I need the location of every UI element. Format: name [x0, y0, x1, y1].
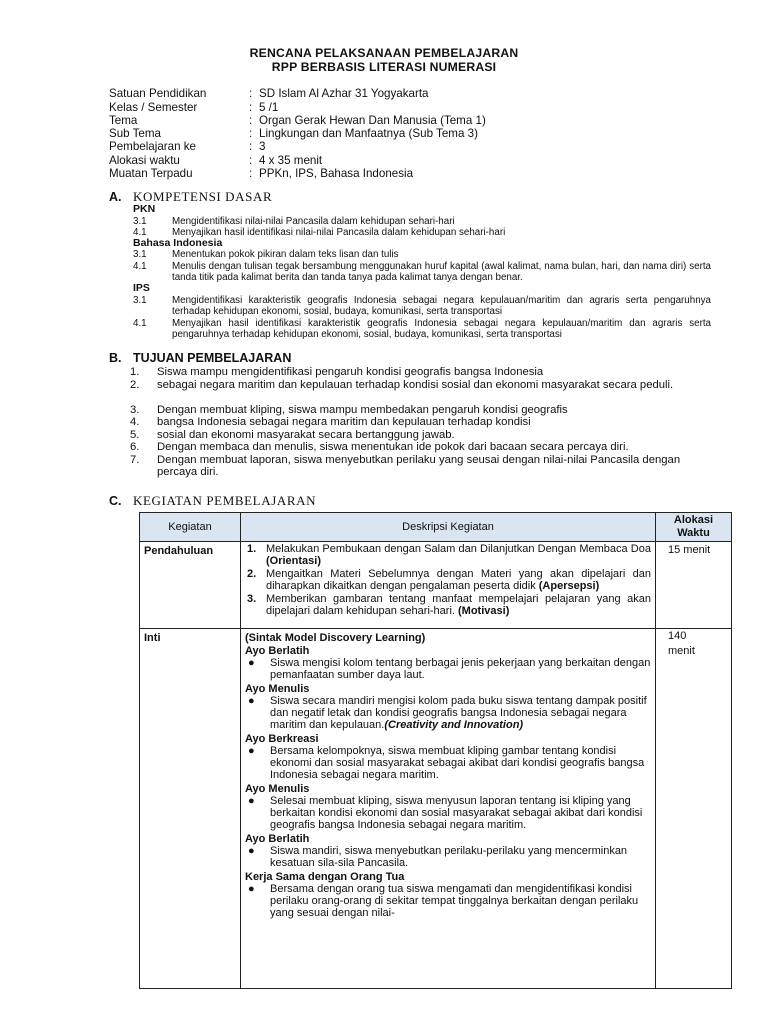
list-tag: (Orientasi): [266, 555, 322, 567]
identity-separator: :: [249, 166, 253, 180]
duration-unit: menit: [668, 645, 695, 657]
learning-model: (Sintak Model Discovery Learning): [245, 632, 426, 644]
kd-text: Menyajikan hasil identifikasi karakteristik geografis Indonesia sebagai negara kepulauan/maritim dan agraris serta pengaruhnya terhadap kehidupan ekonomi, sosial, budaya, komunikasi, serta transportasi: [172, 318, 711, 340]
list-item: [245, 695, 651, 731]
kd-item: [133, 261, 711, 283]
header-deskripsi: Deskripsi Kegiatan: [241, 513, 656, 542]
identity-value: SD Islam Al Azhar 31 Yogyakarta: [259, 87, 429, 100]
header-alokasi-line2: Waktu: [677, 527, 710, 539]
header-alokasi-line1: Alokasi: [673, 514, 714, 526]
identity-value: 4 x 35 menit: [259, 153, 323, 167]
identity-value: Organ Gerak Hewan Dan Manusia (Tema 1): [259, 114, 486, 127]
section-heading-kegiatan-pembelajaran: [109, 493, 316, 509]
objective-text: Dengan membuat kliping, siswa mampu membedakan pengaruh kondisi geografis: [157, 403, 568, 416]
header-alokasi: [656, 513, 732, 542]
objective-number: 1.: [130, 366, 140, 378]
kd-number: 3.1: [133, 295, 147, 306]
step-heading: Ayo Berlatih: [245, 645, 310, 657]
activity-name: Pendahuluan: [140, 542, 241, 629]
step-heading: Kerja Sama dengan Orang Tua: [245, 871, 405, 883]
identity-value: 5 /1: [259, 100, 279, 114]
objective-number: 4.: [130, 416, 140, 428]
subject-heading-pkn: PKN: [133, 203, 156, 215]
identity-label: Sub Tema: [109, 127, 161, 140]
list-text: Siswa mengisi kolom tentang berbagai jenis pekerjaan yang berkaitan dengan pemanfaatan sumber daya laut.: [270, 657, 651, 681]
list-text: Selesai membuat kliping, siswa menyusun laporan tentang isi kliping yang berkaitan kondisi ekonomi dan sosial masyarakat sebagai akibat dari kondisi geografis bangsa Indonesia sebagai negara maritim.: [270, 795, 643, 831]
table-row-pendahuluan: [140, 542, 732, 629]
table-row-inti: [140, 629, 732, 989]
activity-description: [241, 542, 656, 629]
list-text: Bersama kelompoknya, siswa membuat kliping gambar tentang kondisi ekonomi dan sosial masyarakat sebagai akibat dari kondisi geografis bangsa Indonesia sebagai negara maritim.: [270, 745, 645, 781]
list-number: 2.: [247, 568, 257, 580]
identity-value: 3: [259, 140, 266, 153]
bullet-icon: ●: [248, 795, 255, 807]
kd-text: Mengidentifikasi nilai-nilai Pancasila dalam kehidupan sehari-hari: [172, 216, 455, 227]
kd-item: [133, 249, 711, 260]
step-heading: Ayo Menulis: [245, 783, 310, 795]
bullet-icon: ●: [248, 883, 255, 895]
objective-number: 7.: [130, 453, 140, 466]
kd-text: Menyajikan hasil identifikasi nilai-nilai Pancasila dalam kehidupan sehari-hari: [172, 227, 506, 238]
identity-label: Muatan Terpadu: [109, 166, 193, 180]
step-heading: Ayo Berlatih: [245, 833, 310, 845]
activity-duration: 15 menit: [656, 542, 732, 629]
kd-number: 4.1: [133, 261, 147, 272]
bullet-icon: ●: [248, 845, 255, 857]
kd-text: Mengidentifikasi karakteristik geografis Indonesia sebagai negara kepulauan/maritim dan agraris serta pengaruhnya terhadap kehidupan ekonomi, sosial, budaya, komunikasi, serta transportasi: [172, 295, 711, 317]
list-text: Siswa secara mandiri mengisi kolom pada buku siswa tentang dampak positif dan negatif letak dan kondisi geografis bangsa Indonesia sebagai negara maritim dan kepulauan.: [270, 695, 647, 731]
list-item: [247, 543, 651, 567]
list-item: [245, 795, 651, 831]
identity-separator: :: [249, 127, 253, 140]
kd-item: [133, 216, 711, 227]
document-subtitle: RPP BERBASIS LITERASI NUMERASI: [271, 60, 497, 74]
list-text: Memberikan gambaran tentang manfaat mempelajari pelajaran yang akan dipelajari dalam kehidupan sehari-hari.: [266, 593, 651, 617]
list-text: Siswa mandiri, siswa menyebutkan perilaku-perilaku yang mencerminkan kesatuan sila-sila Pancasila.: [270, 845, 628, 869]
bullet-icon: ●: [248, 695, 255, 707]
identity-label: Satuan Pendidikan: [109, 87, 207, 100]
objective-number: 5.: [130, 428, 140, 441]
kd-number: 3.1: [133, 216, 147, 227]
identity-label: Tema: [109, 114, 138, 127]
step-heading: Ayo Menulis: [245, 683, 310, 695]
kd-number: 4.1: [133, 318, 147, 329]
list-tag: (Motivasi): [458, 605, 510, 617]
subject-heading-ips: IPS: [133, 282, 150, 294]
objective-text: sebagai negara maritim dan kepulauan terhadap kondisi sosial dan ekonomi masyarakat secara peduli.: [157, 378, 674, 391]
objective-text: Dengan membaca dan menulis, siswa menentukan ide pokok dari bacaan secara percaya diri.: [157, 441, 629, 453]
header-kegiatan: Kegiatan: [140, 513, 241, 542]
document-title: RENCANA PELAKSANAAN PEMBELAJARAN: [249, 46, 519, 60]
objective-number: 3.: [130, 403, 140, 416]
list-item: [245, 883, 651, 919]
subject-heading-bahasa-indonesia: Bahasa Indonesia: [133, 237, 223, 249]
identity-label: Kelas / Semester: [109, 100, 198, 114]
kd-number: 4.1: [133, 227, 147, 238]
identity-separator: :: [249, 140, 253, 153]
kd-text: Menulis dengan tulisan tegak bersambung menggunakan huruf kapital (awal kalimat, nama bulan, hari, dan nama diri) serta tanda titik pada kalimat berita dan tanda tanya pada kalimat tanya dengan benar.: [172, 261, 711, 283]
list-number: 3.: [247, 593, 257, 605]
list-item: [247, 593, 651, 617]
list-item: [245, 657, 651, 681]
bullet-icon: ●: [248, 657, 255, 669]
section-letter: C.: [109, 494, 122, 508]
list-tag: (Apersepsi): [538, 580, 600, 592]
activity-description: [241, 629, 656, 989]
list-text: Bersama dengan orang tua siswa mengamati dan mengidentifikasi kondisi perilaku orang-orang di sekitar tempat tinggalnya berkaitan dengan perilaku yang sesuai dengan nilai-: [270, 883, 639, 919]
kd-text: Menentukan pokok pikiran dalam teks lisan dan tulis: [172, 249, 399, 260]
activity-duration: [656, 629, 732, 989]
activities-table: [139, 512, 732, 989]
kd-number: 3.1: [133, 249, 147, 260]
activity-name: Inti: [140, 629, 241, 989]
identity-label: Pembelajaran ke: [109, 140, 197, 153]
kd-item: [133, 295, 711, 317]
bullet-icon: ●: [248, 745, 255, 757]
list-text: Mengaitkan Materi Sebelumnya dengan Materi yang akan dipelajari dan diharapkan dikaitkan dengan pengalaman peserta didik: [266, 568, 651, 592]
identity-label: Alokasi waktu: [109, 153, 180, 167]
objective-text: Siswa mampu mengidentifikasi pengaruh kondisi geografis bangsa Indonesia: [157, 366, 544, 378]
section-title: KEGIATAN PEMBELAJARAN: [133, 493, 317, 508]
table-header-row: [140, 513, 732, 542]
section-title: KOMPETENSI DASAR: [133, 189, 273, 204]
identity-separator: :: [249, 153, 253, 167]
kd-item: [133, 318, 711, 340]
objective-text: bangsa Indonesia sebagai negara maritim dan kepulauan terhadap kondisi: [157, 416, 531, 428]
section-letter: B.: [109, 351, 122, 365]
list-item: [247, 568, 651, 592]
list-number: 1.: [247, 543, 257, 555]
section-heading-tujuan-pembelajaran: [109, 351, 291, 365]
identity-value: PPKn, IPS, Bahasa Indonesia: [259, 166, 414, 180]
list-tag: (Creativity and Innovation): [384, 719, 524, 731]
step-heading: Ayo Berkreasi: [245, 733, 319, 745]
duration-value: 140: [668, 630, 687, 642]
section-letter: A.: [109, 190, 122, 204]
list-item: [245, 745, 651, 781]
list-item: [245, 845, 651, 869]
section-title: TUJUAN PEMBELAJARAN: [133, 351, 292, 365]
identity-value: Lingkungan dan Manfaatnya (Sub Tema 3): [259, 127, 478, 140]
list-text: Melakukan Pembukaan dengan Salam dan Dilanjutkan Dengan Membaca Doa: [266, 543, 651, 555]
objective-number: 2.: [130, 378, 140, 391]
identity-separator: :: [249, 87, 253, 100]
objective-text: Dengan membuat laporan, siswa menyebutkan perilaku yang seusai dengan nilai-nilai Pancasila dengan percaya diri.: [157, 453, 681, 478]
identity-separator: :: [249, 100, 253, 114]
identity-separator: :: [249, 114, 253, 127]
objective-number: 6.: [130, 441, 140, 453]
objective-text: sosial dan ekonomi masyarakat secara bertanggung jawab.: [157, 428, 455, 441]
